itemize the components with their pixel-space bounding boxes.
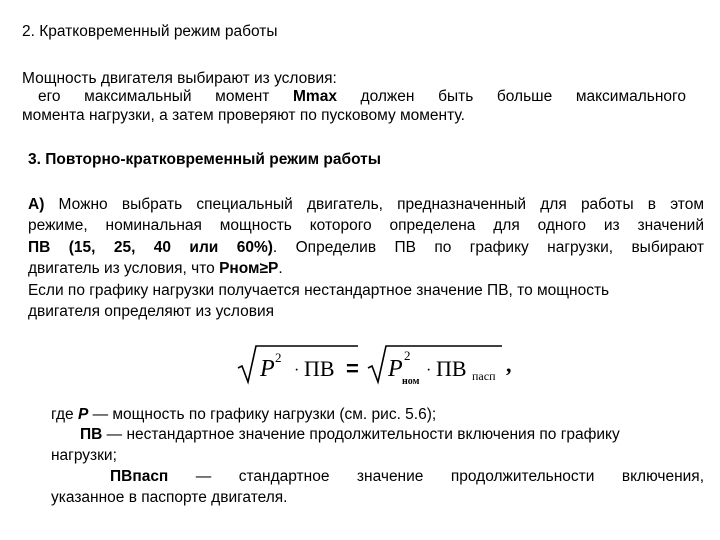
- section-3-a-line-1: А) Можно выбрать специальный двигатель, предназначенный для работы в этом: [28, 196, 704, 213]
- definition-pv-cont: нагрузки;: [51, 447, 117, 464]
- definition-pvpasp: ПВпасп — стандартное значение продолжительности включения,: [110, 468, 704, 485]
- formula-tail: ,: [506, 352, 512, 377]
- definition-pvpasp-cont: указанное в паспорте двигателя.: [51, 489, 288, 506]
- formula-rhs-sub: ном: [402, 376, 420, 386]
- section-2-line-1: Мощность двигателя выбирают из условия:: [22, 70, 337, 87]
- section-2-line-3: момента нагрузки, а затем проверяют по пусковому моменту.: [22, 107, 465, 124]
- condition: Рном≥Р: [219, 260, 279, 277]
- formula-lhs-p: P: [260, 356, 275, 382]
- section-3-b-line-1: Если по графику нагрузки получается нестандартное значение ПВ, то мощность: [28, 282, 610, 299]
- formula-lhs-exp: 2: [275, 350, 282, 365]
- section-3-title: 3. Повторно-кратковременный режим работы: [28, 151, 381, 168]
- def-pvpasp-term: ПВпасп: [110, 468, 169, 485]
- formula-rhs-pv: ПВ: [436, 356, 467, 381]
- pv-values: ПВ (15, 25, 40 или 60%): [28, 239, 273, 256]
- formula-dot: ·: [294, 362, 300, 379]
- def-p-term: Р: [77, 406, 89, 423]
- section-3-b-line-2: двигателя определяют из условия: [28, 303, 275, 320]
- section-3-a-line-3: ПВ (15, 25, 40 или 60%). Определив ПВ по графику нагрузки, выбирают: [28, 239, 704, 256]
- formula-rhs-pv-sub: пасп: [472, 369, 496, 383]
- mmax-term: Mmax: [293, 88, 337, 105]
- section-2-title: 2. Кратковременный режим работы: [22, 23, 278, 40]
- formula-dot: ·: [426, 362, 432, 379]
- equivalence-formula: [236, 342, 526, 386]
- definition-pv: ПВ — нестандартное значение продолжительности включения по графику: [80, 426, 620, 443]
- def-pv-term: ПВ: [80, 426, 103, 443]
- formula-graphic: [236, 342, 526, 386]
- section-3-a-line-4: двигатель из условия, что Рном≥Р.: [28, 260, 283, 277]
- formula-rhs-exp: 2: [404, 348, 411, 363]
- section-3-a-line-2: режиме, номинальная мощность которого определена для одного из значений: [28, 217, 704, 234]
- formula-rhs-p: P: [388, 356, 403, 382]
- formula-lhs-pv: ПВ: [304, 356, 335, 381]
- definition-p: где Р — мощность по графику нагрузки (см. рис. 5.6);: [51, 406, 437, 423]
- section-2-line-2: его максимальный момент Mmax должен быть больше максимального: [38, 88, 686, 105]
- formula-equals: =: [346, 356, 359, 381]
